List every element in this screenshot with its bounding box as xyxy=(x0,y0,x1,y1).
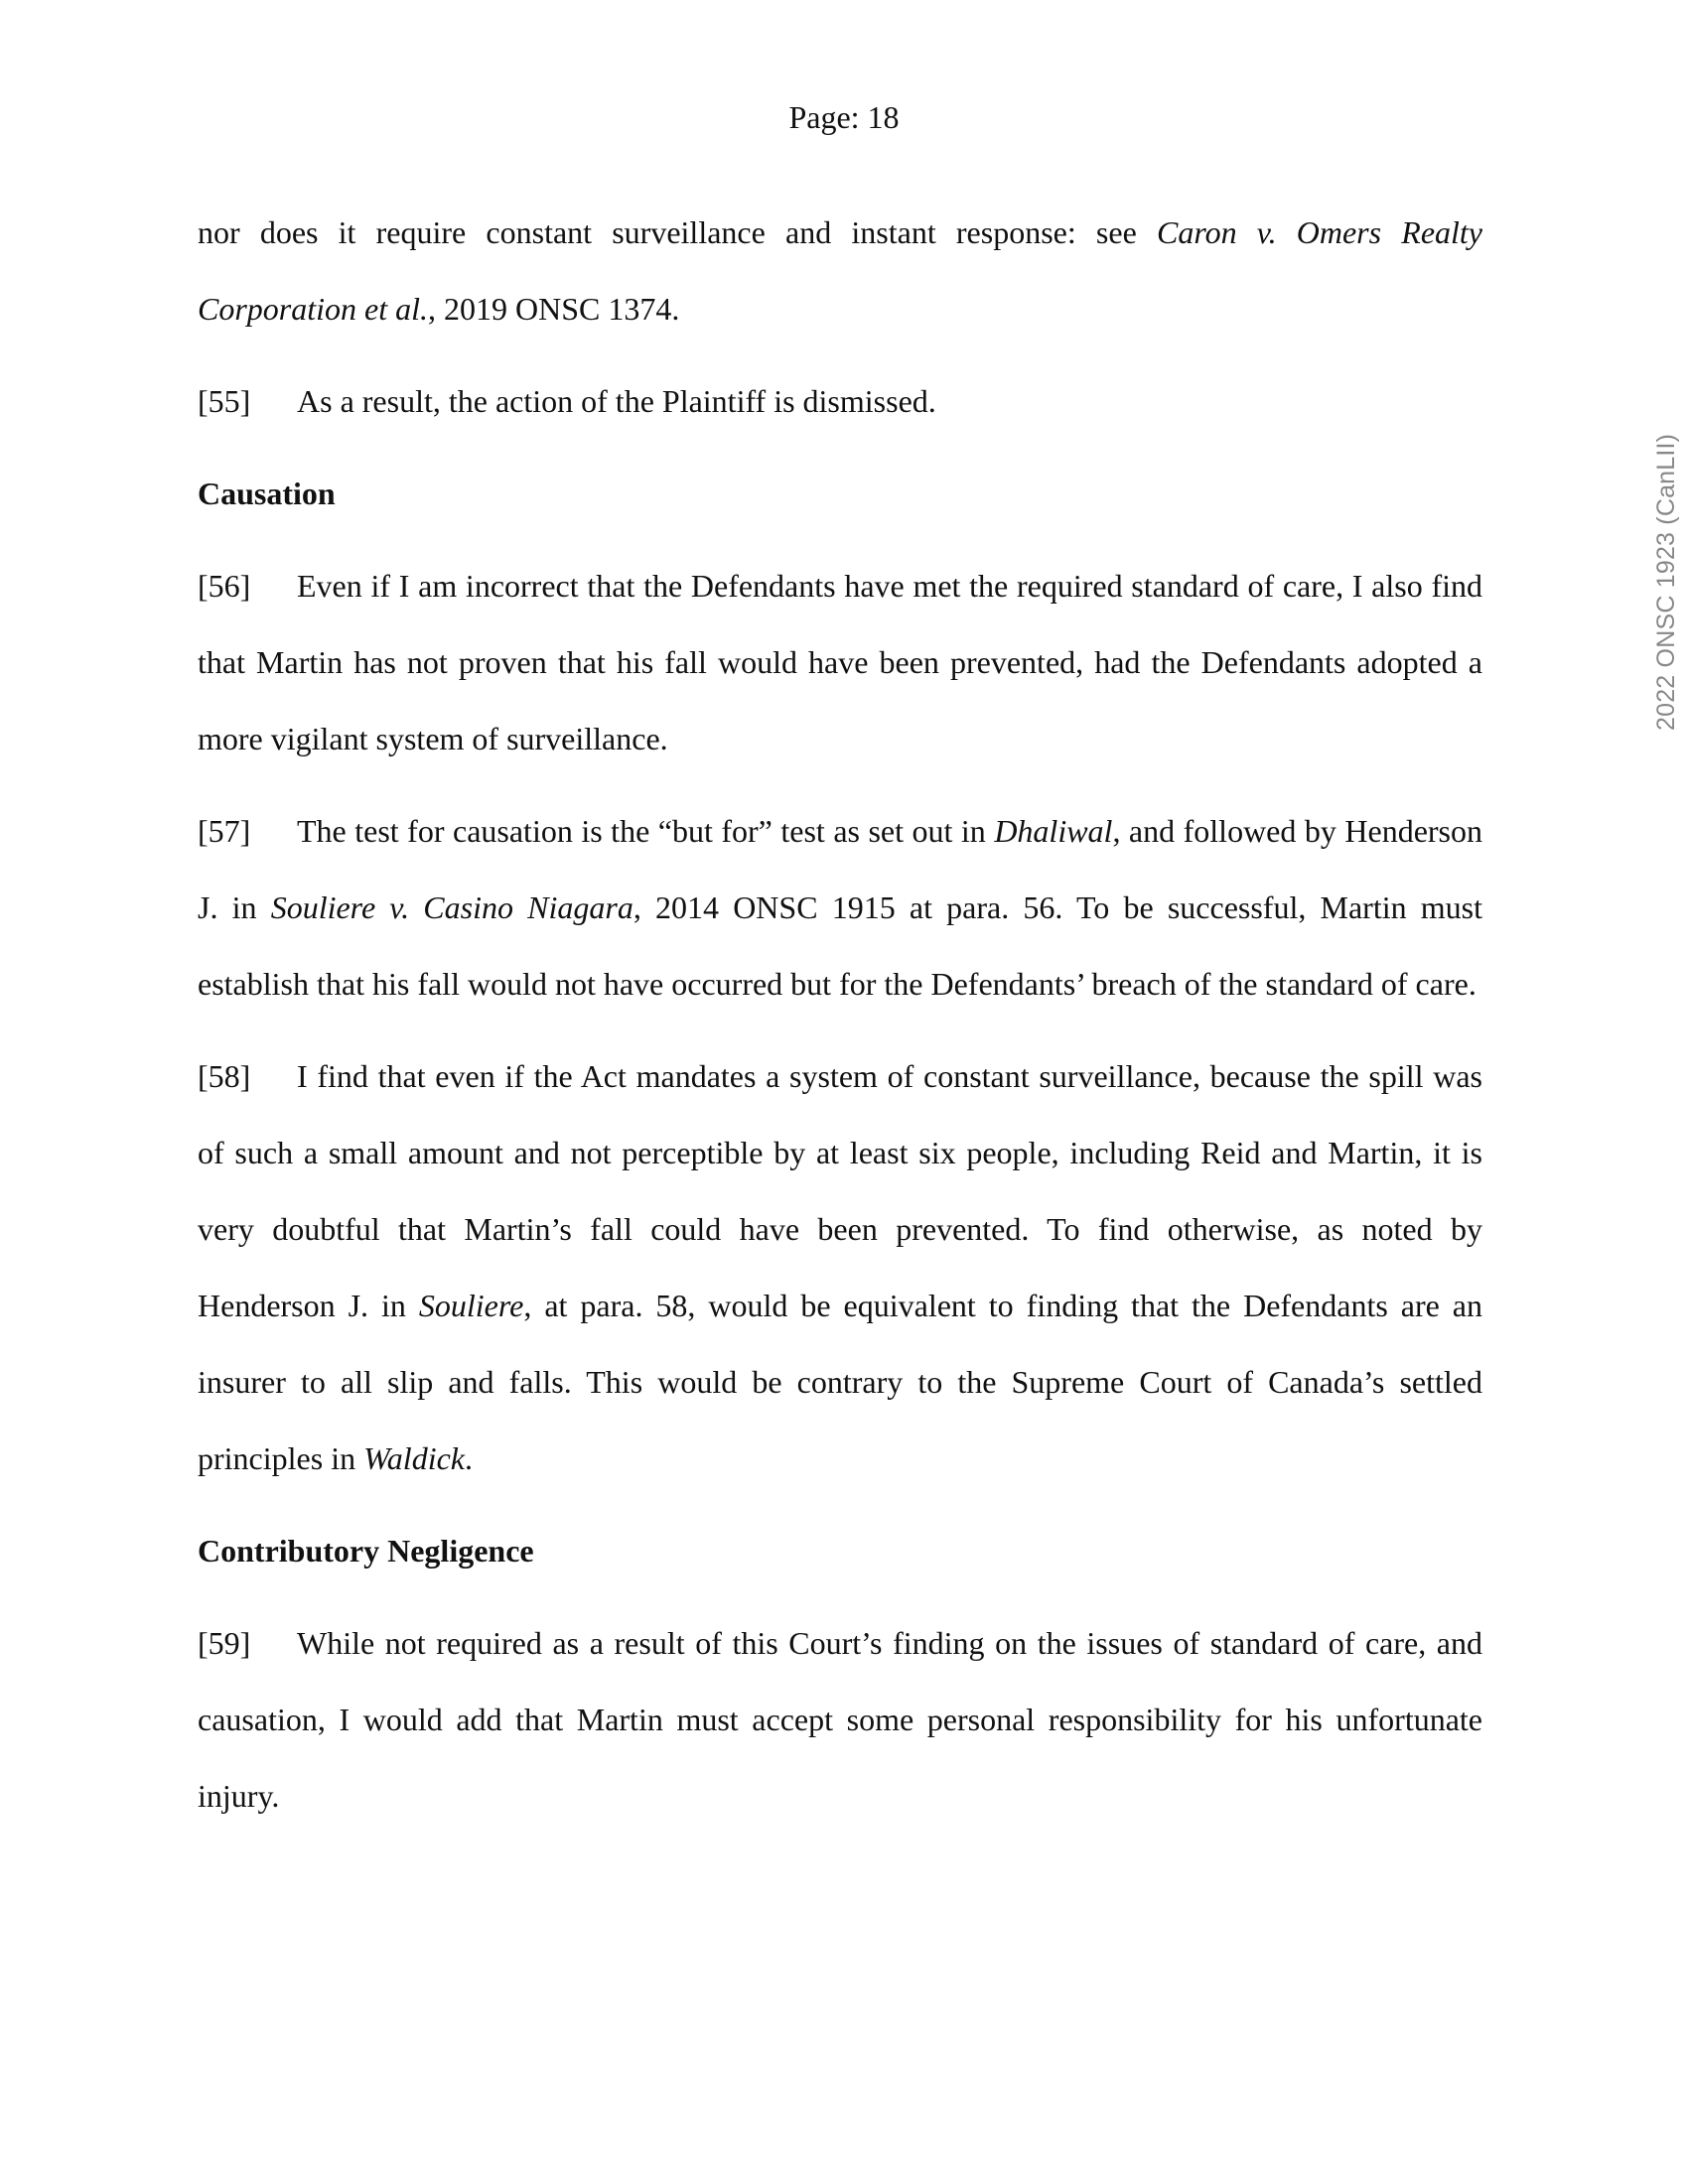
paragraph-59 xyxy=(198,1605,1482,1835)
paragraph-text: nor does it require constant surveillance and instant response: see xyxy=(198,214,1157,250)
case-citation: Souliere xyxy=(418,1288,524,1323)
case-citation: Caron v. Omers Realty Corporation et al. xyxy=(198,214,1483,327)
paragraph-text: , at para. 58, would be equivalent to finding that the Defendants are an insurer to all slip and falls. This would be contrary to the Supreme Court of Canada’s settled principles in xyxy=(198,1288,1483,1476)
paragraph-text: , 2014 ONSC 1915 at para. 56. To be successful, Martin must establish that his fall would not have occurred but for the Defendants’ breach of the standard of care. xyxy=(198,889,1483,1002)
document-body xyxy=(198,195,1482,1835)
paragraph-56 xyxy=(198,548,1482,777)
paragraph-text: As a result, the action of the Plaintiff is dismissed. xyxy=(297,383,936,419)
case-citation: Souliere v. Casino Niagara xyxy=(270,889,633,925)
case-citation: Dhaliwal xyxy=(994,813,1113,849)
paragraph-55 xyxy=(198,363,1482,440)
paragraph-text: . xyxy=(464,1440,473,1476)
paragraph-text: While not required as a result of this Court’s finding on the issues of standard of care, and causation, I would add that Martin must accept some personal responsibility for his unfortunate injury. xyxy=(198,1625,1482,1814)
paragraph-text: Even if I am incorrect that the Defendants have met the required standard of care, I also find that Martin has not proven that his fall would have been prevented, had the Defendants adopted a more vigilant system of surveillance. xyxy=(198,568,1482,756)
case-citation: Waldick xyxy=(363,1440,465,1476)
section-heading-contributory-negligence: Contributory Negligence xyxy=(198,1533,534,1569)
page-number-header: Page: 18 xyxy=(788,99,900,135)
paragraph-text: , and followed by Henderson J. in xyxy=(198,813,1483,925)
paragraph-number: [59] xyxy=(198,1625,251,1661)
paragraph-57 xyxy=(198,793,1482,1023)
paragraph-text: , 2019 ONSC 1374. xyxy=(428,291,680,327)
citation-watermark: 2022 ONSC 1923 (CanLII) xyxy=(1652,433,1680,731)
paragraph-number: [56] xyxy=(198,568,251,604)
paragraph-number: [58] xyxy=(198,1058,251,1094)
paragraph-58 xyxy=(198,1038,1482,1497)
paragraph-text: I find that even if the Act mandates a system of constant surveillance, because the spill was of such a small amount and not perceptible by at least six people, including Reid and Martin, it is very doubtful that Martin’s fall could have been prevented. To find otherwise, as noted by Henderson J. in xyxy=(198,1058,1482,1323)
paragraph-number: [57] xyxy=(198,813,251,849)
paragraph-continuation xyxy=(198,195,1482,347)
section-heading-causation: Causation xyxy=(198,476,336,511)
paragraph-text: The test for causation is the “but for” test as set out in xyxy=(297,813,995,849)
paragraph-number: [55] xyxy=(198,383,251,419)
